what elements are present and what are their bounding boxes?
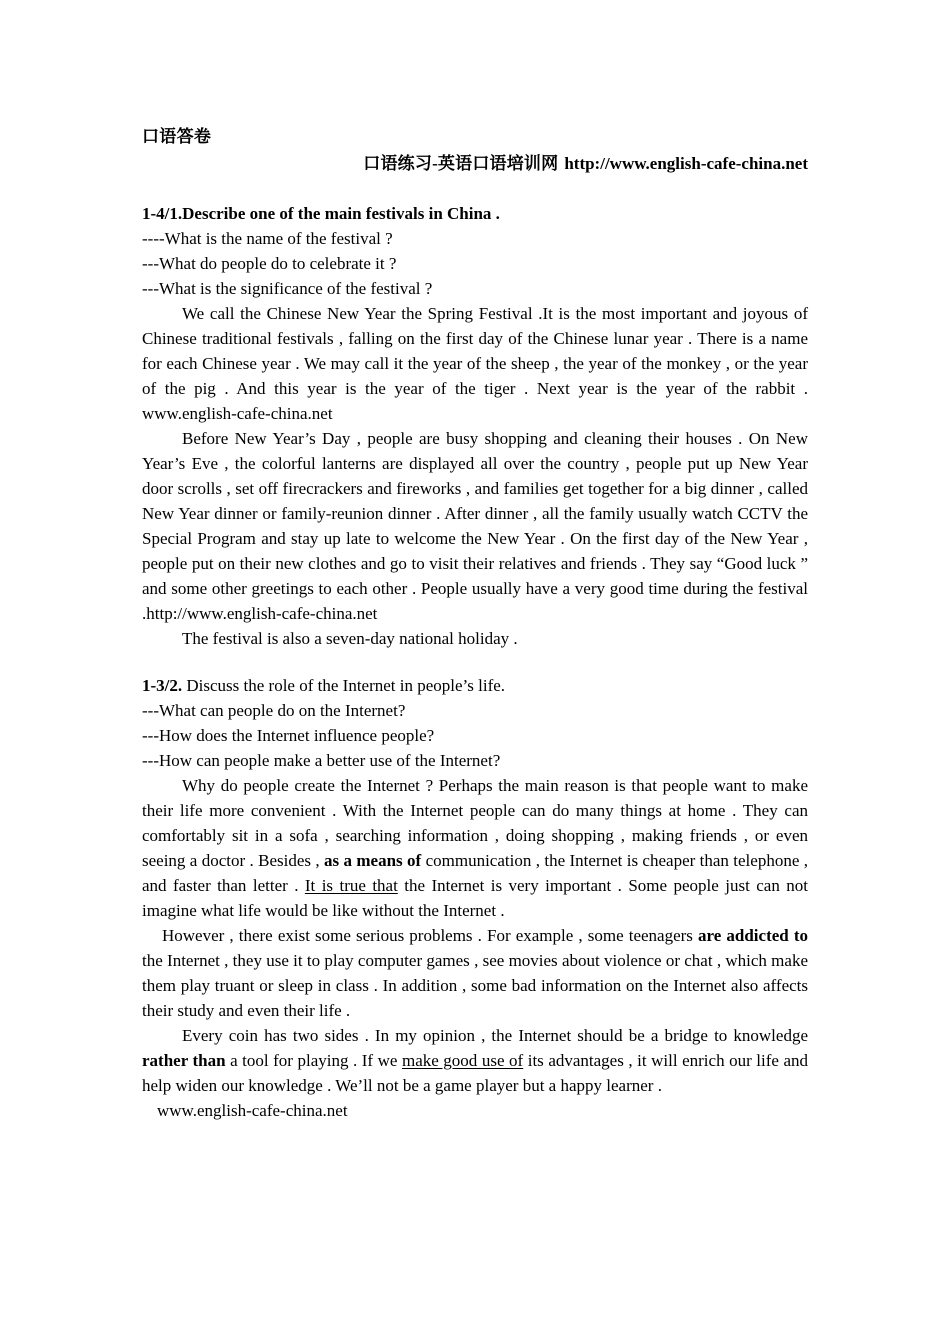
s2p1-underline-1: It is true that — [304, 876, 398, 895]
site-header — [142, 151, 808, 177]
document-title: 口语答卷 — [142, 127, 212, 146]
s2p3-text-1: Every coin has two sides . In my opinion , the Internet should be a bridge to knowledge — [182, 1026, 808, 1045]
section1-paragraph-3: The festival is also a seven-day national holiday . — [182, 629, 518, 648]
site-url: http://www.english-cafe-china.net — [564, 154, 808, 173]
s2p2-text-2: the Internet , they use it to play computer games , see movies about violence or chat , which make them play truant or sleep in class . In addition , some bad information on the Internet also affects their study and even their life . — [142, 951, 808, 1020]
section1-question-3: ---What is the significance of the festival ? — [142, 279, 433, 298]
section1-question-1: ----What is the name of the festival ? — [142, 229, 393, 248]
section1-paragraph-2: Before New Year’s Day , people are busy shopping and cleaning their houses . On New Year’s Eve , the colorful lanterns are displayed all over the country , people put up New Year door scrolls , set off firecrackers and fireworks , and families get together for a big dinner , called New Year dinner or family-reunion dinner . After dinner , all the family usually watch CCTV the Special Program and stay up late to welcome the New Year . On the first day of the New Year , people put on their new clothes and go to visit their relatives and friends . They say “Good luck ” and some other greetings to each other . People usually have a very good time during the festival .http://www.english-cafe-china.net — [142, 429, 808, 623]
s2p2-text-1: However , there exist some serious problems . For example , some teenagers — [162, 926, 699, 945]
section2-question-1: ---What can people do on the Internet? — [142, 701, 406, 720]
section2-question-2: ---How does the Internet influence people? — [142, 726, 435, 745]
section2-heading-number: 1-3/2. — [142, 676, 183, 695]
s2p1-bold-1: as a means of — [324, 851, 422, 870]
section2-question-3: ---How can people make a better use of the Internet? — [142, 751, 501, 770]
section1-question-2: ---What do people do to celebrate it ? — [142, 254, 397, 273]
s2p3-bold-1: rather than — [142, 1051, 226, 1070]
site-name-chinese: 口语练习-英语口语培训网 — [363, 154, 559, 173]
section2-paragraph-3 — [142, 1023, 808, 1098]
section2-heading — [142, 673, 808, 698]
s2p1-text-3: the Internet is very important . Some people just can not imagine what life would be like without the Internet . — [142, 876, 808, 920]
s2p3-underline-1: make good use of — [401, 1051, 524, 1070]
s2p1-text-1: Why do people create the Internet ? Perhaps the main reason is that people want to make their life more convenient . With the Internet people can do many things at home . They can comfortably sit in a sofa , searching information , doing shopping , making friends , or even seeing a doctor . Besides , — [142, 776, 808, 870]
document-content — [142, 124, 808, 1123]
section-spacer — [142, 651, 808, 673]
section2-tail-url: www.english-cafe-china.net — [157, 1101, 348, 1120]
section1-heading: 1-4/1.Describe one of the main festivals in China . — [142, 204, 500, 223]
s2p1-text-2: communication , the Internet is cheaper than telephone , and faster than letter . — [142, 851, 808, 895]
s2p3-text-3: its advantages , it will enrich our life and help widen our knowledge . We’ll not be a game player but a happy learner . — [142, 1051, 809, 1095]
s2p2-bold-1: are addicted to — [698, 926, 808, 945]
section1-paragraph-1: We call the Chinese New Year the Spring Festival .It is the most important and joyous of Chinese traditional festivals , falling on the first day of the Chinese lunar year . There is a name for each Chinese year . We may call it the year of the sheep , the year of the monkey , or the year of the pig . And this year is the year of the tiger . Next year is the year of the rabbit . www.english-cafe-china.net — [142, 304, 808, 423]
section2-paragraph-1 — [142, 773, 808, 923]
section2-heading-text: Discuss the role of the Internet in people’s life. — [182, 676, 506, 695]
section2-paragraph-2 — [142, 923, 808, 1023]
s2p3-text-2: a tool for playing . If we — [225, 1051, 402, 1070]
